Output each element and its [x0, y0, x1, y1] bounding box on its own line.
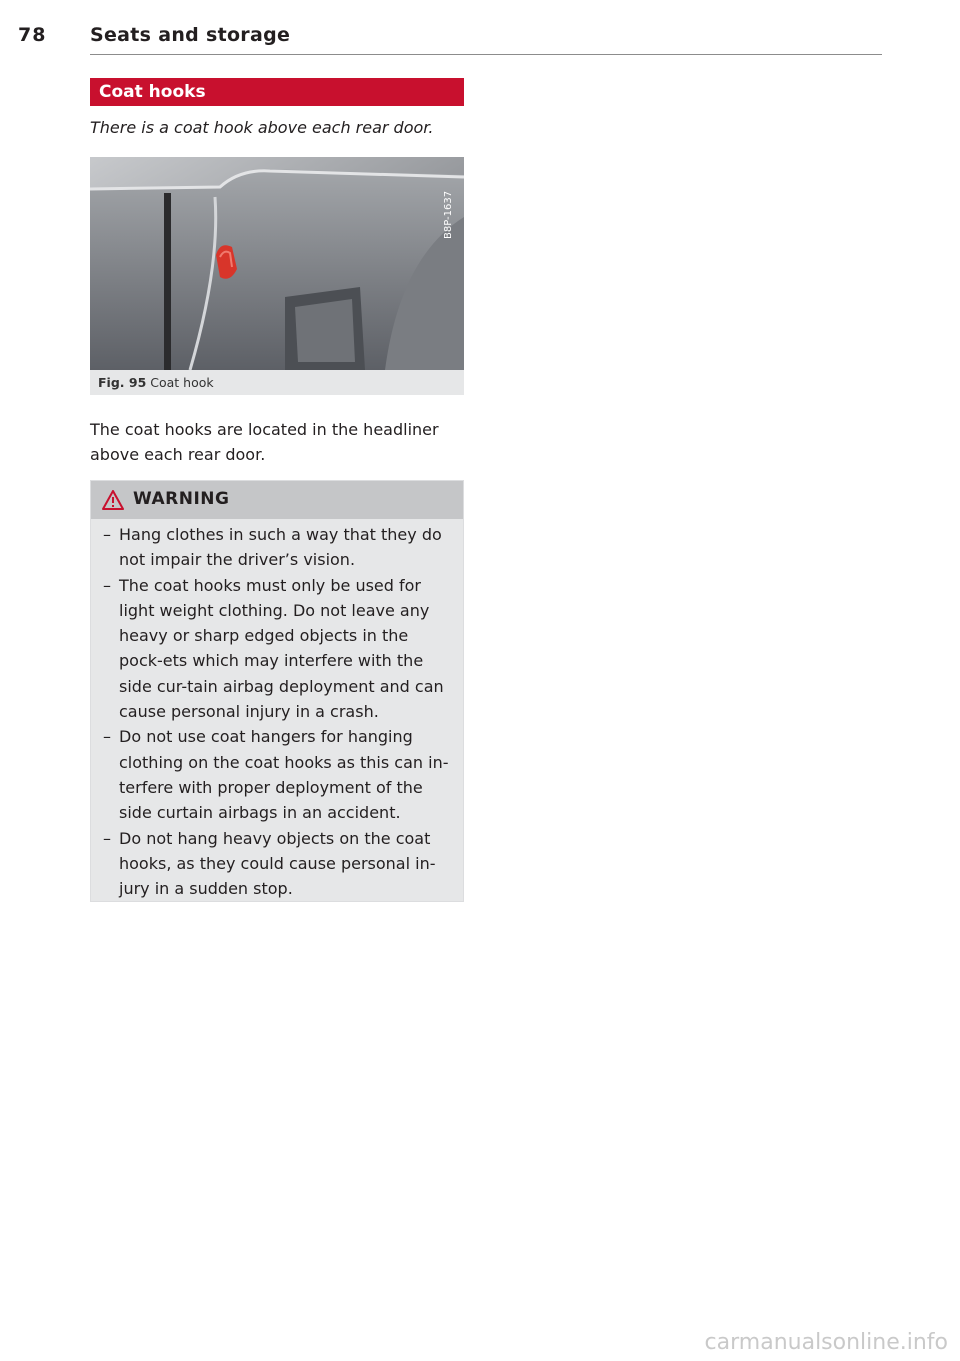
warning-item: – The coat hooks must only be used for light weight clothing. Do not leave any heavy or sharp edged objects in the pock-ets which may interfere with the side cur-tain airbag deployment and can cause personal injury in a crash. — [103, 573, 453, 725]
chapter-title: Seats and storage — [90, 24, 291, 46]
page-header — [18, 22, 882, 55]
watermark: carmanualsonline.info — [704, 1330, 948, 1355]
figure-caption — [98, 375, 214, 390]
warning-header — [91, 481, 463, 519]
warning-title: WARNING — [133, 489, 230, 509]
body-paragraph: The coat hooks are located in the headliner above each rear door. — [90, 420, 439, 464]
image-code-text: B8P-1637 — [443, 190, 454, 239]
warning-item: – Do not hang heavy objects on the coat hooks, as they could cause personal in-jury in a sudden stop. — [103, 826, 453, 902]
section-intro: There is a coat hook above each rear door. — [90, 118, 434, 137]
section-title: Coat hooks — [90, 78, 464, 106]
figure-label: Fig. 95 — [98, 375, 147, 390]
warning-list — [103, 522, 453, 901]
figure-caption-text: Coat hook — [150, 375, 214, 390]
warning-item: – Hang clothes in such a way that they do not impair the driver’s vision. — [103, 522, 453, 573]
warning-item: – Do not use coat hangers for hanging clothing on the coat hooks as this can in-terfere with proper deployment of the side curtain airbags in an accident. — [103, 724, 453, 825]
page-number: 78 — [18, 24, 47, 46]
warning-triangle-icon — [102, 490, 124, 510]
figure — [90, 157, 464, 395]
warning-box — [90, 480, 464, 902]
coat-hook-illustration — [90, 157, 464, 370]
image-code — [434, 163, 458, 243]
